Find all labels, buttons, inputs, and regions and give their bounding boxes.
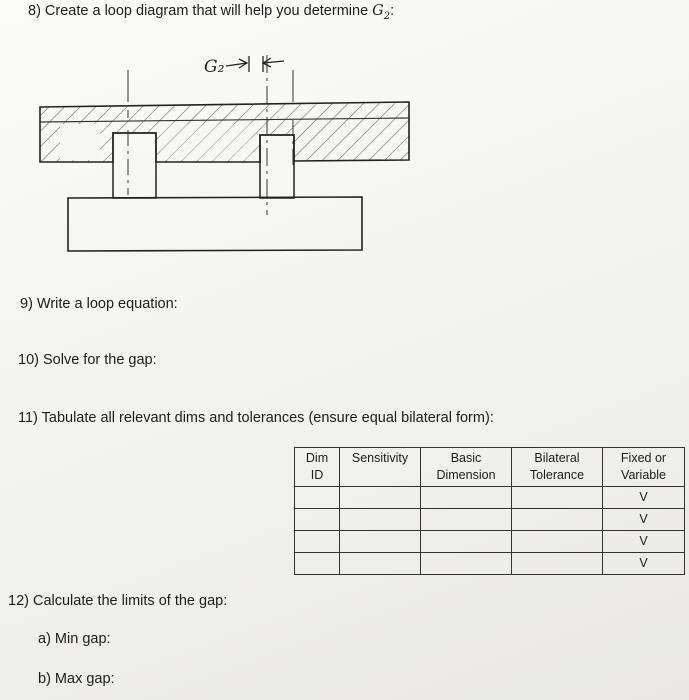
table-cell xyxy=(295,553,340,575)
top-plate xyxy=(40,102,409,162)
question-12a: a) Min gap: xyxy=(38,631,111,647)
header-dim-id: Dim ID xyxy=(295,448,340,487)
table-row xyxy=(295,553,685,575)
dims-table xyxy=(294,447,685,575)
header-fixed-or-variable: Fixed or Variable xyxy=(603,448,685,487)
question-11: 11) Tabulate all relevant dims and tolerances (ensure equal bilateral form): xyxy=(18,410,494,426)
question-12: 12) Calculate the limits of the gap: xyxy=(8,593,228,609)
gap-arrows xyxy=(226,56,284,72)
question-8-text: 8) Create a loop diagram that will help you determine xyxy=(28,3,373,19)
table-cell xyxy=(512,509,603,531)
table-cell: V xyxy=(603,531,685,553)
table-header-row xyxy=(295,448,685,487)
table-cell xyxy=(512,487,603,509)
table-cell xyxy=(421,553,512,575)
table-cell xyxy=(340,531,421,553)
table-cell xyxy=(512,531,603,553)
table-cell: V xyxy=(603,487,685,509)
table-cell xyxy=(295,487,340,509)
table-cell xyxy=(340,509,421,531)
table-cell xyxy=(512,553,603,575)
gap-variable-letter: G xyxy=(372,3,384,19)
table-row xyxy=(295,531,685,553)
gap-label: G₂ xyxy=(204,57,225,77)
table-cell xyxy=(340,487,421,509)
header-bilateral-tolerance: Bilateral Tolerance xyxy=(512,448,603,487)
table-cell xyxy=(295,531,340,553)
table-cell: V xyxy=(603,553,685,575)
header-sensitivity: Sensitivity xyxy=(340,448,421,487)
question-10: 10) Solve for the gap: xyxy=(18,352,157,368)
table-cell: V xyxy=(603,509,685,531)
table-row xyxy=(295,509,685,531)
question-8-colon: : xyxy=(390,3,395,19)
question-12b: b) Max gap: xyxy=(38,671,115,687)
table-row xyxy=(295,487,685,509)
table-cell xyxy=(421,487,512,509)
header-basic-dimension: Basic Dimension xyxy=(421,448,512,487)
bottom-plate xyxy=(68,197,362,251)
gap-variable-subscript: 2 xyxy=(383,10,391,22)
table-cell xyxy=(295,509,340,531)
table-cell xyxy=(421,531,512,553)
question-9: 9) Write a loop equation: xyxy=(20,296,178,312)
left-pin xyxy=(113,133,156,198)
table-cell xyxy=(340,553,421,575)
right-pin xyxy=(260,135,294,198)
table-cell xyxy=(421,509,512,531)
